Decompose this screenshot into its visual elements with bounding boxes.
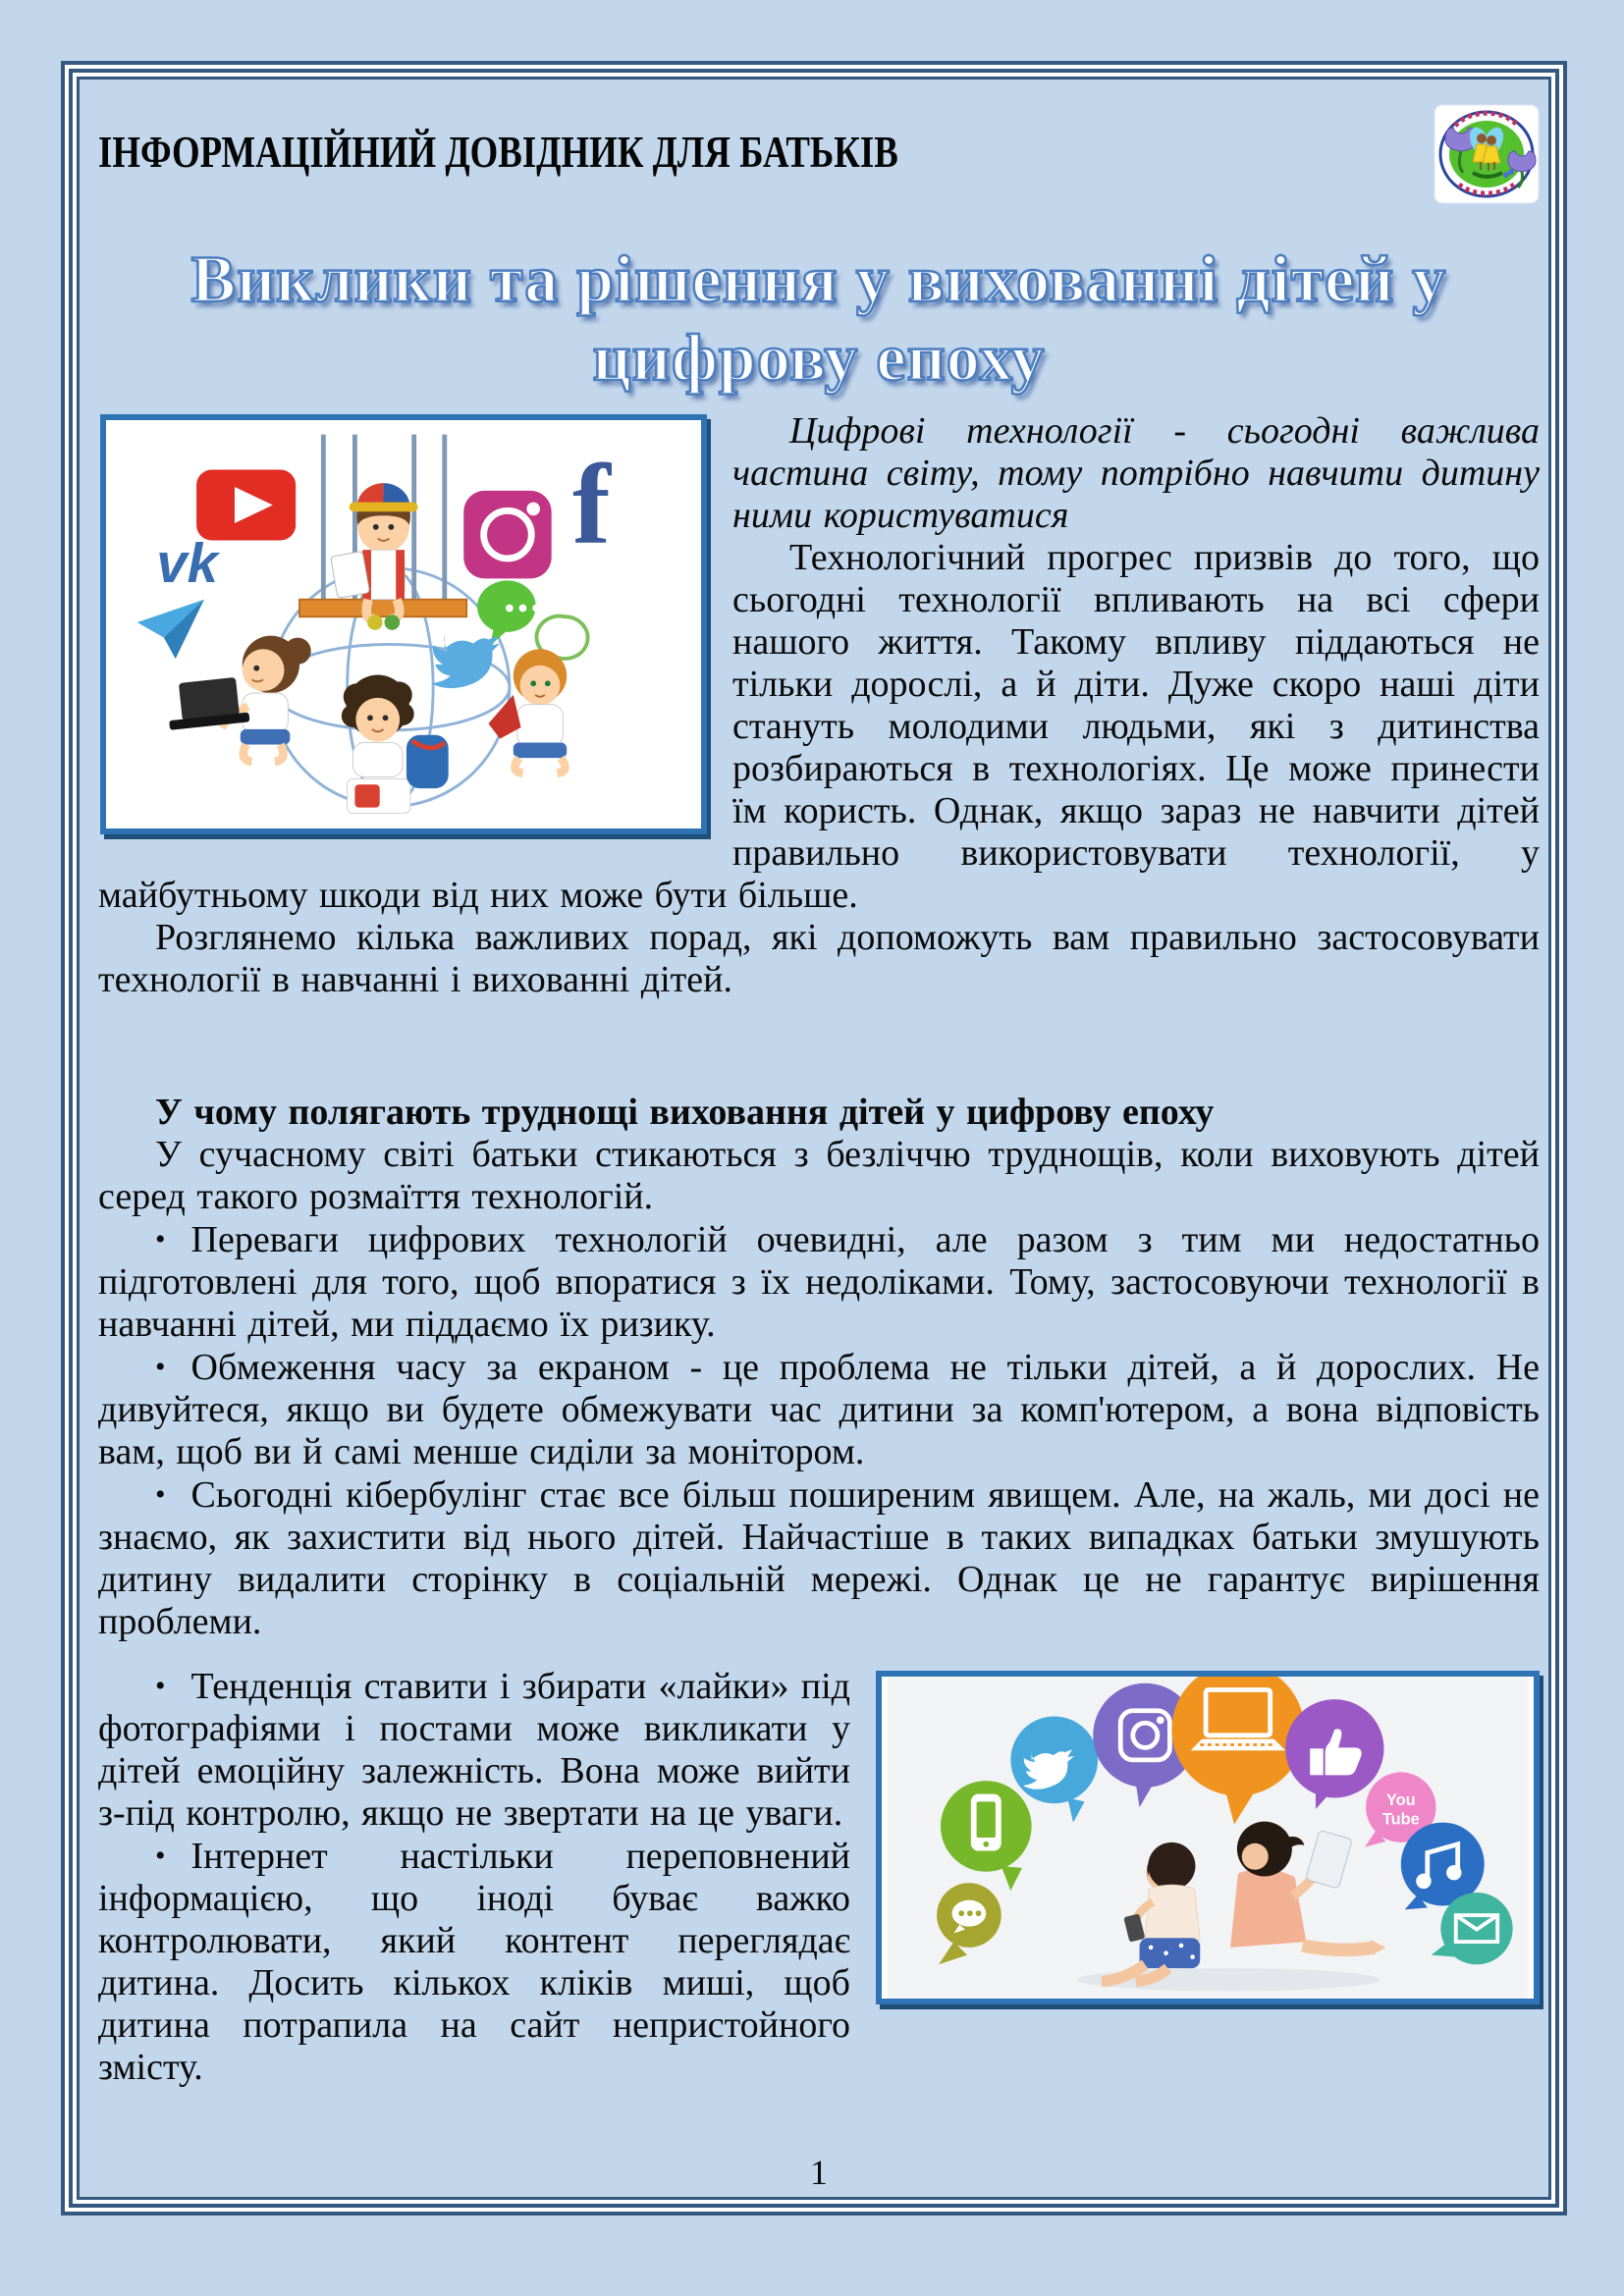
bullet-text: Обмеження часу за екраном - це проблема не тільки дітей, а й дорослих. Не дивуйтеся, якщо ви будете обмежувати час дитини за комп'ютером, а вона відповість вам, щоб ви й самі менше сиділи за монітором.	[98, 1347, 1540, 1472]
paragraph-tips: Розглянемо кілька важливих порад, які допоможуть вам правильно застосовувати технології в навчанні і вихованні дітей.	[98, 917, 1540, 1000]
vk-icon: vk	[156, 532, 218, 595]
svg-text:You: You	[1385, 1791, 1416, 1810]
bullet-text: Інтернет настільки переповнений інформацією, що іноді буває важко контролювати, який контент переглядає дитина. Досить кількох кліків миші, щоб дитина потрапила на сайт непристойного змісту.	[98, 1836, 850, 2088]
header-title: ІНФОРМАЦІЙНИЙ ДОВІДНИК ДЛЯ БАТЬКІВ	[98, 127, 898, 177]
facebook-icon: f	[572, 441, 611, 568]
bullet-text: Переваги цифрових технологій очевидні, але разом з тим ми недостатньо підготовлені для того, щоб впоратися з їх недоліками. Тому, застосовуючи технології в навчанні дітей, ми піддаємо їх ризику.	[98, 1219, 1540, 1345]
document-title-line-1: Виклики та рішення у вихованні дітей у	[190, 241, 1447, 316]
paragraph-progress: Технологічний прогрес призвів до того, що сьогодні технології впливають на всі сфери нашого життя. Такому впливу піддаються не тільки дорослі, а й діти. Дуже скоро наші діти стануть молодими людьми, які з дитинства розбираються в технологіях. Це може принести їм користь. Однак, якщо зараз не навчити дітей правильно використовувати технології, у майбутньому шкоди від них може бути більше.	[98, 537, 1540, 916]
instagram-icon	[463, 491, 551, 578]
bullet-marker: •	[155, 1351, 166, 1383]
figure-kids-speech-bubbles	[876, 1671, 1540, 2004]
bullet-item-screen-time	[98, 1346, 1540, 1473]
paragraph-intro: Цифрові технології - сьогодні важлива частина світу, тому потрібно навчити дитину ними користуватися	[732, 410, 1540, 536]
section-heading: У чому полягають труднощі виховання дітей у цифрову епоху	[155, 1092, 1215, 1133]
bullet-text: Сьогодні кібербулінг стає все більш поширеним явищем. Але, на жаль, ми досі не знаємо, як захистити від нього дітей. Найчастіше в таких випадках батьки змушують дитину видалити сторінку в соціальній мережі. Однак це не гарантує вирішення проблеми.	[98, 1474, 1540, 1642]
bullet-item-cyberbullying	[98, 1473, 1540, 1643]
paragraph-modern-world: У сучасному світі батьки стикаються з безліччю труднощів, коли виховують дітей серед такого розмаїття технологій.	[98, 1134, 1540, 1217]
bullet-marker: •	[155, 1478, 166, 1511]
document-title	[98, 240, 1540, 397]
bullet-item-likes	[98, 1665, 1540, 1835]
body-text	[98, 410, 1540, 2194]
header	[98, 104, 1540, 220]
bullet-marker: •	[155, 1670, 166, 1702]
figure-kids-social-media	[100, 414, 707, 834]
bullet-text: Тенденція ставити і збирати «лайки» під фотографіями і постами може викликати у дітей емоційну залежність. Вона може вийти з-під контролю, якщо не звертати на це уваги.	[98, 1666, 850, 1834]
school-emblem-icon	[1434, 104, 1540, 204]
page-content	[79, 79, 1551, 2198]
school-logo	[1434, 104, 1540, 204]
page-number: 1	[810, 2153, 828, 2192]
bullet-marker: •	[155, 1840, 166, 1872]
bullet-item-advantages	[98, 1218, 1540, 1346]
bullet-marker: •	[155, 1223, 166, 1255]
youtube-icon	[196, 470, 296, 541]
svg-text:Tube: Tube	[1381, 1810, 1420, 1829]
document-title-line-2: цифрову епоху	[592, 320, 1046, 395]
